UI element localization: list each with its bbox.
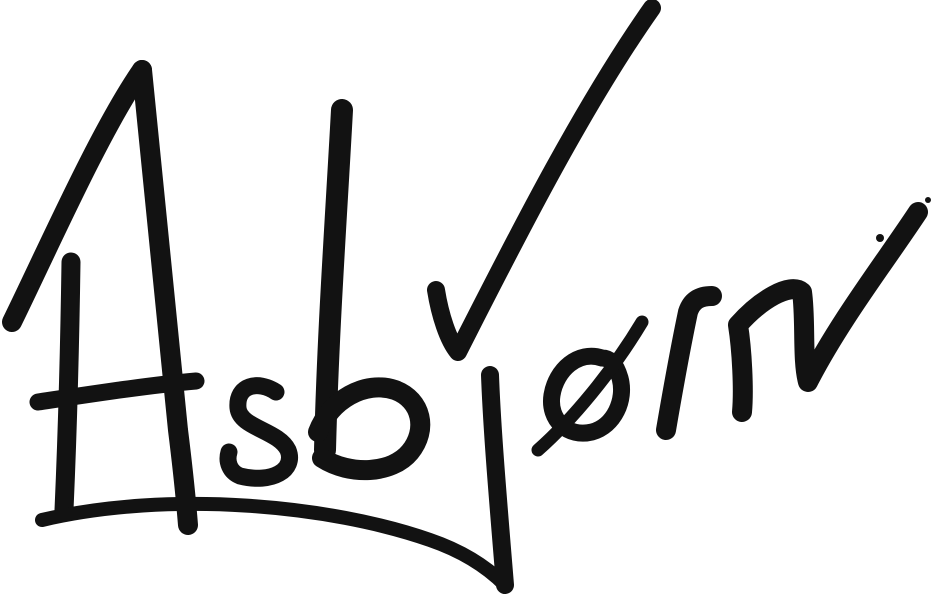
signature-letter-n (738, 212, 918, 412)
signature-underline-swoop (42, 504, 505, 585)
signature-letter-a-right-stroke (142, 70, 188, 525)
signature-ink-speck (903, 215, 909, 221)
signature-letter-r (666, 296, 712, 430)
signature-inner-vertical-stroke (64, 262, 71, 510)
signature-letter-j-descender (490, 375, 505, 585)
signature-ink-speck (876, 234, 884, 242)
signature-letter-j-checkmark-stroke (436, 8, 652, 352)
signature-ink-speck (925, 197, 931, 203)
signature-letter-s (228, 386, 290, 479)
